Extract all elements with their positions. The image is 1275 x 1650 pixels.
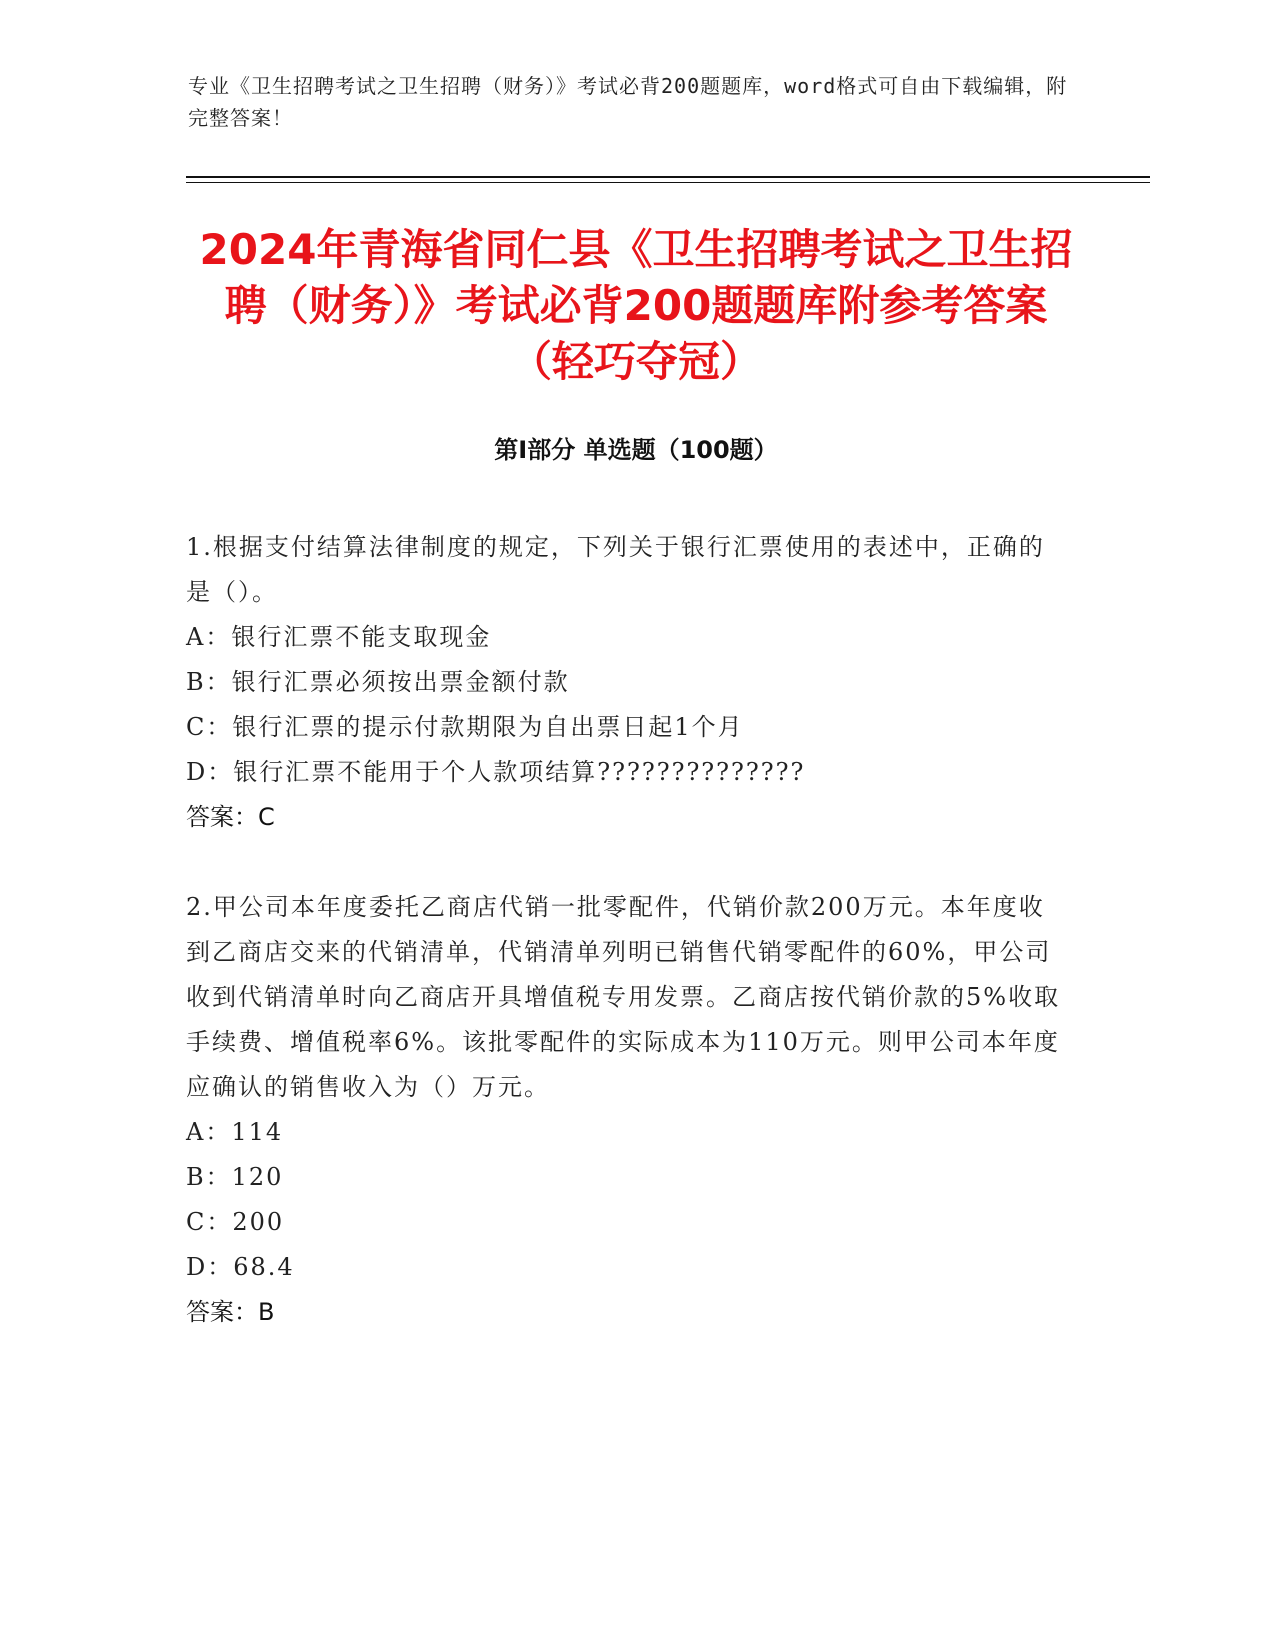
- header-divider-thin: [186, 182, 1150, 183]
- option-b: B：银行汇票必须按出票金额付款: [186, 668, 570, 696]
- answer: 答案：C: [186, 803, 275, 831]
- option-a: A：114: [186, 1118, 284, 1146]
- option-b: B：120: [186, 1163, 284, 1191]
- section-title: 第Ⅰ部分 单选题（100题）: [494, 436, 778, 464]
- answer: 答案：B: [186, 1298, 275, 1326]
- question-1: [186, 525, 1066, 840]
- option-a: A：银行汇票不能支取现金: [186, 623, 492, 651]
- document-title: 2024年青海省同仁县《卫生招聘考试之卫生招聘（财务）》考试必背200题题库附参考答案（轻巧夺冠）: [199, 225, 1073, 386]
- option-c: C：200: [186, 1208, 285, 1236]
- header-note: 专业《卫生招聘考试之卫生招聘（财务）》考试必背200题题库，word格式可自由下载编辑，附完整答案！: [188, 74, 1068, 130]
- option-d: D：银行汇票不能用于个人款项结算??????????????: [186, 758, 806, 786]
- question-2: [186, 885, 1066, 1335]
- header-divider-thick: [186, 176, 1150, 178]
- question-stem: 2.甲公司本年度委托乙商店代销一批零配件，代销价款200万元。本年度收到乙商店交来的代销清单，代销清单列明已销售代销零配件的60%，甲公司收到代销清单时向乙商店开具增值税专用发票。乙商店按代销价款的5%收取手续费、增值税率6%。该批零配件的实际成本为110万元。则甲公司本年度应确认的销售收入为（）万元。: [186, 893, 1061, 1101]
- option-d: D：68.4: [186, 1253, 295, 1281]
- option-c: C：银行汇票的提示付款期限为自出票日起1个月: [186, 713, 744, 741]
- question-stem: 1.根据支付结算法律制度的规定，下列关于银行汇票使用的表述中，正确的是（）。: [186, 533, 1045, 606]
